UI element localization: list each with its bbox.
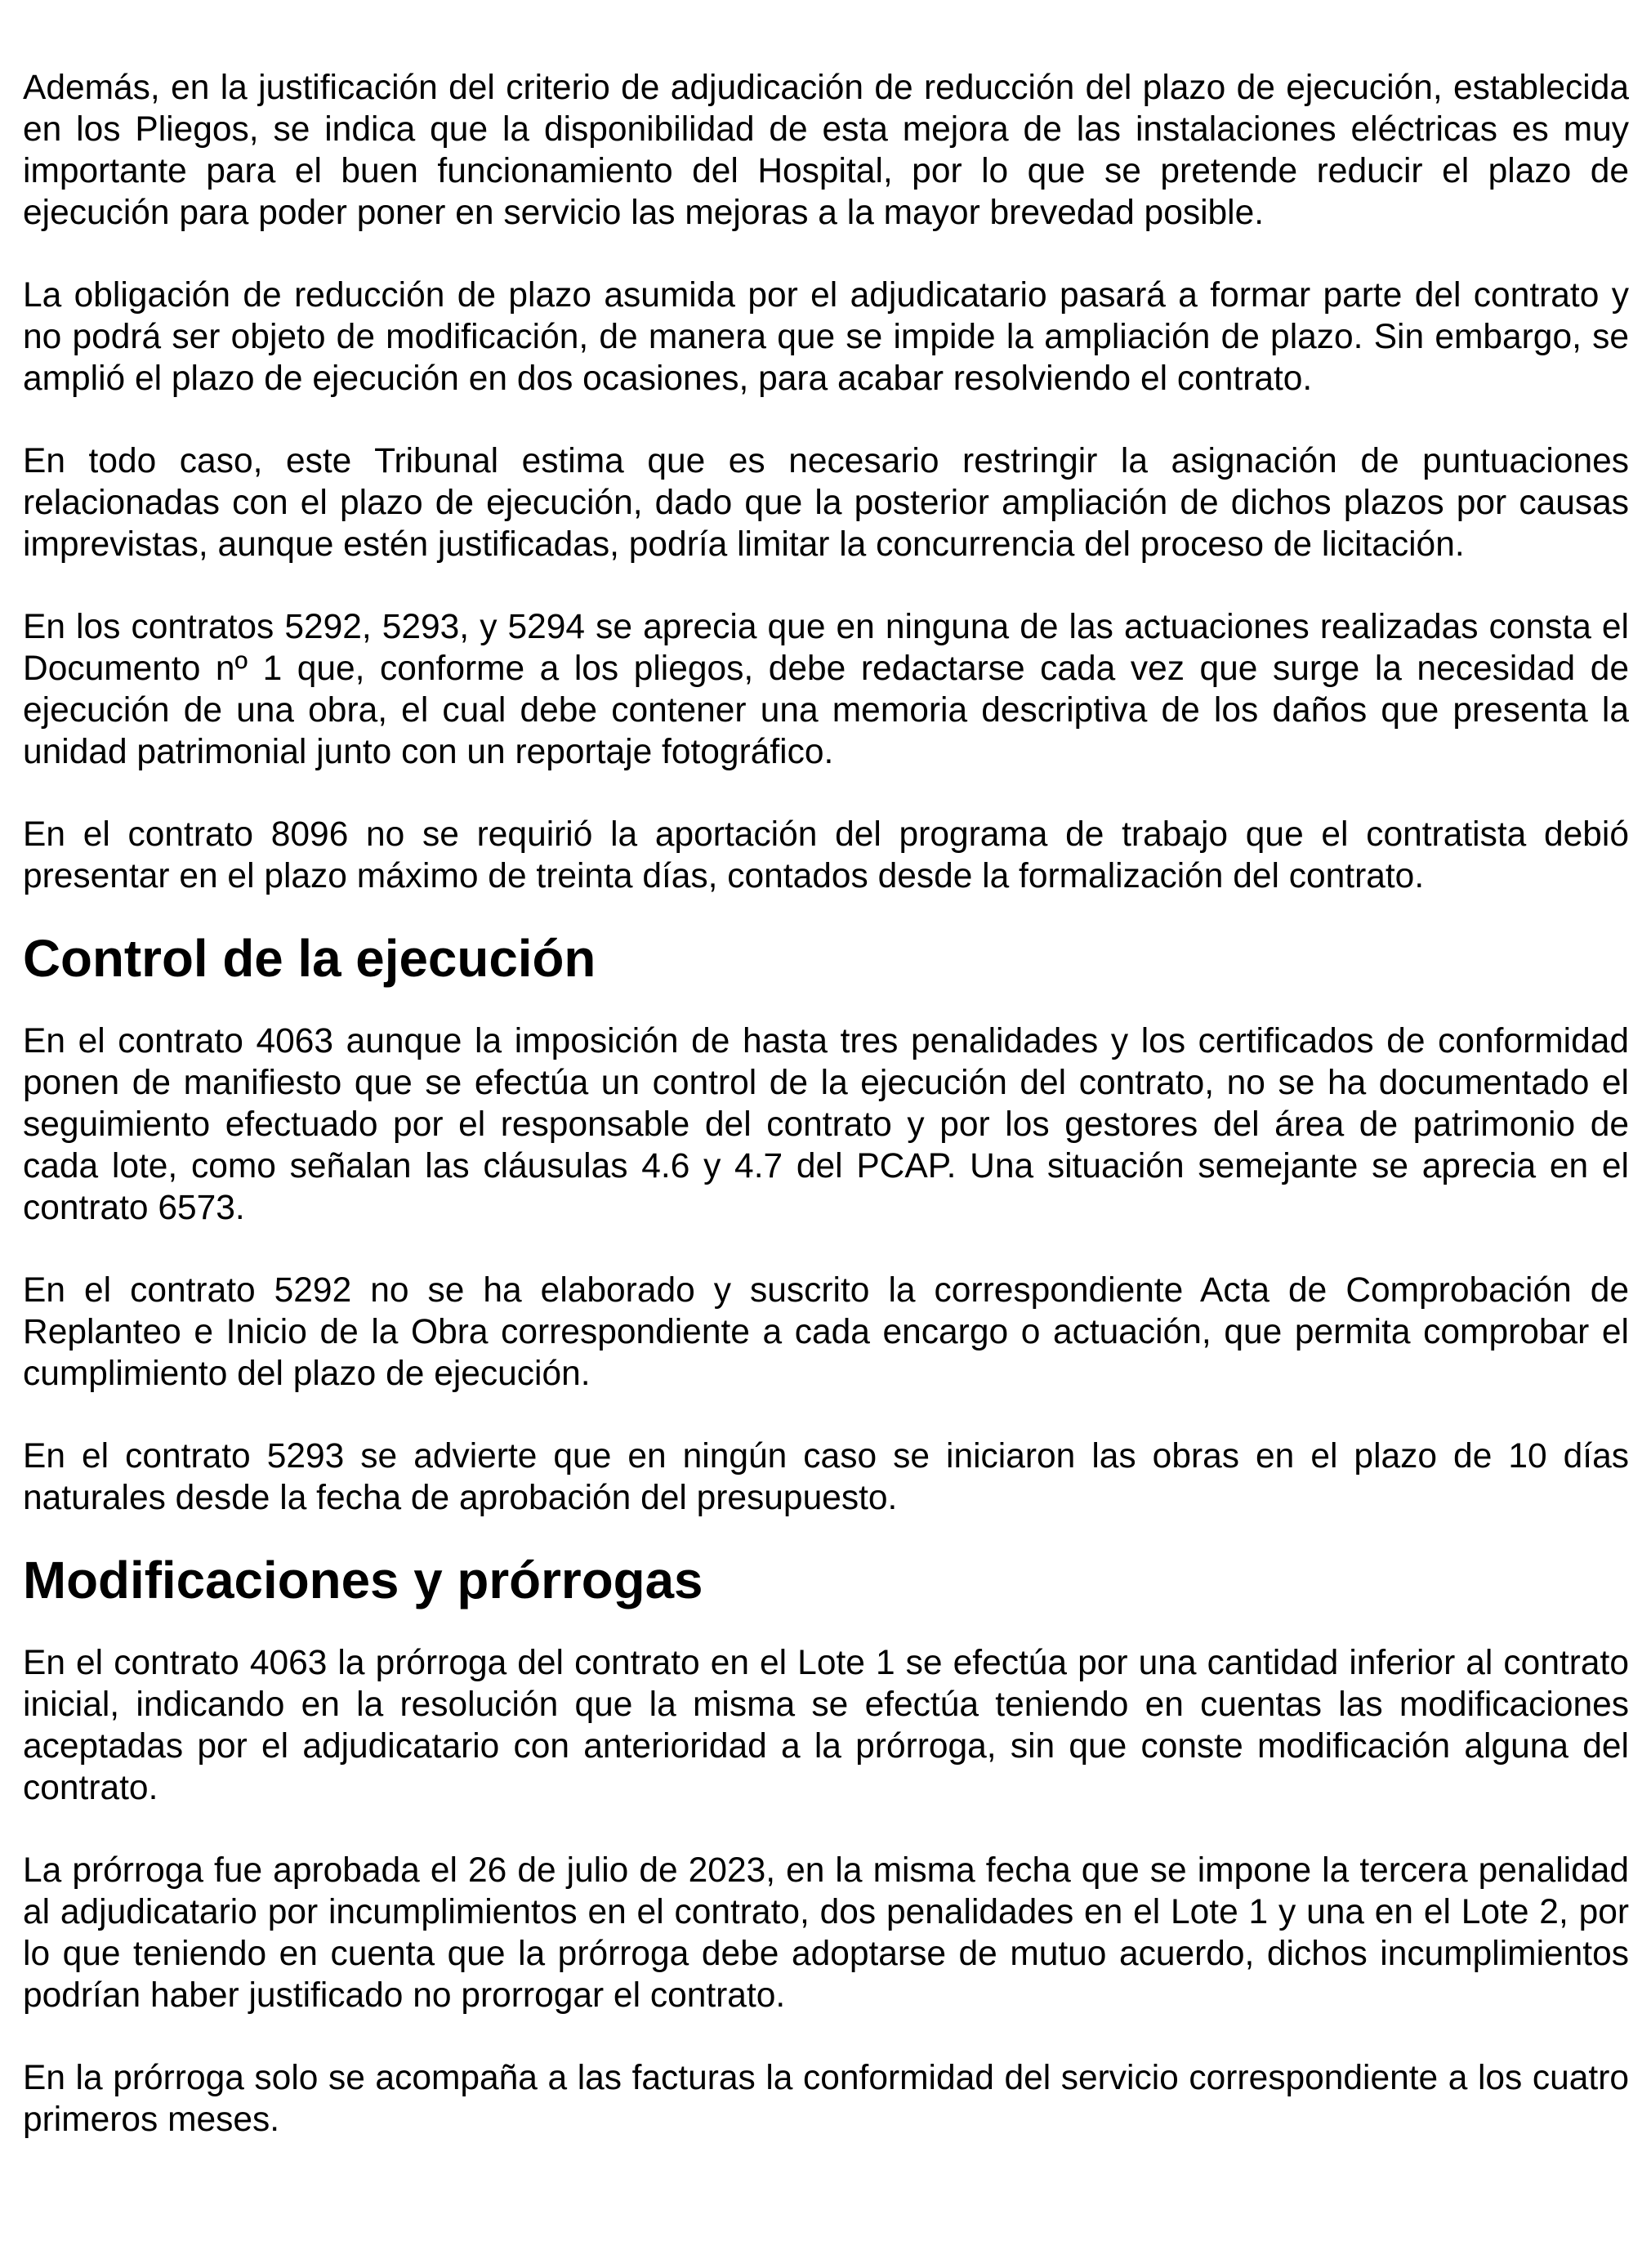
- paragraph-plazo-justificacion: Además, en la justificación del criterio de adjudicación de reducción del plazo de ejecución, establecida en los Pliegos, se indica que la disponibilidad de esta mejora de las instalaciones eléctricas es muy importante para el buen funcionamiento del Hospital, por lo que se pretende reducir el plazo de ejecución para poder poner en servicio las mejoras a la mayor brevedad posible.: [23, 69, 1629, 232]
- paragraph-prorroga-aprobacion: La prórroga fue aprobada el 26 de julio de 2023, en la misma fecha que se impone la tercera penalidad al adjudicatario por incumplimientos en el contrato, dos penalidades en el Lote 1 y una en el Lote 2, por lo que teniendo en cuenta que la prórroga debe adoptarse de mutuo acuerdo, dichos incumplimientos podrían haber justificado no prorrogar el contrato.: [23, 1851, 1629, 2015]
- paragraph-contrato-5292-acta: En el contrato 5292 no se ha elaborado y suscrito la correspondiente Acta de Comprobación de Replanteo e Inicio de la Obra correspondiente a cada encargo o actuación, que permita comprobar el cumplimiento del plazo de ejecución.: [23, 1271, 1629, 1393]
- paragraph-contrato-5293-inicio: En el contrato 5293 se advierte que en ningún caso se iniciaron las obras en el plazo de 10 días naturales desde la fecha de aprobación del presupuesto.: [23, 1437, 1629, 1517]
- paragraph-programa-trabajo: En el contrato 8096 no se requirió la aportación del programa de trabajo que el contratista debió presentar en el plazo máximo de treinta días, contados desde la formalización del contrato.: [23, 815, 1629, 895]
- paragraph-prorroga-lote-1: En el contrato 4063 la prórroga del contrato en el Lote 1 se efectúa por una cantidad inferior al contrato inicial, indicando en la resolución que la misma se efectúa teniendo en cuentas las modificaciones aceptadas por el adjudicatario con anterioridad a la prórroga, sin que conste modificación alguna del contrato.: [23, 1644, 1629, 1807]
- document-page: [23, 67, 1629, 2181]
- paragraph-reduccion-plazo: La obligación de reducción de plazo asumida por el adjudicatario pasará a formar parte del contrato y no podrá ser objeto de modificación, de manera que se impide la ampliación de plazo. Sin embargo, se amplió el plazo de ejecución en dos ocasiones, para acabar resolviendo el contrato.: [23, 276, 1629, 398]
- paragraph-documento-1: En los contratos 5292, 5293, y 5294 se aprecia que en ninguna de las actuaciones realizadas consta el Documento nº 1 que, conforme a los pliegos, debe redactarse cada vez que surge la necesidad de ejecución de una obra, el cual debe contener una memoria descriptiva de los daños que presenta la unidad patrimonial junto con un reportaje fotográfico.: [23, 608, 1629, 771]
- paragraph-prorroga-facturas: En la prórroga solo se acompaña a las facturas la conformidad del servicio correspondiente a los cuatro primeros meses.: [23, 2059, 1629, 2139]
- paragraph-restriccion-puntuaciones: En todo caso, este Tribunal estima que es necesario restringir la asignación de puntuaciones relacionadas con el plazo de ejecución, dado que la posterior ampliación de dichos plazos por causas imprevistas, aunque estén justificadas, podría limitar la concurrencia del proceso de licitación.: [23, 442, 1629, 564]
- section-heading-modificaciones-prorrogas: Modificaciones y prórrogas: [23, 1551, 703, 1609]
- paragraph-contrato-4063-control: En el contrato 4063 aunque la imposición de hasta tres penalidades y los certificados de conformidad ponen de manifiesto que se efectúa un control de la ejecución del contrato, no se ha documentado el seguimiento efectuado por el responsable del contrato y por los gestores del área de patrimonio de cada lote, como señalan las cláusulas 4.6 y 4.7 del PCAP. Una situación semejante se aprecia en el contrato 6573.: [23, 1022, 1629, 1227]
- section-heading-control-ejecucion: Control de la ejecución: [23, 929, 596, 988]
